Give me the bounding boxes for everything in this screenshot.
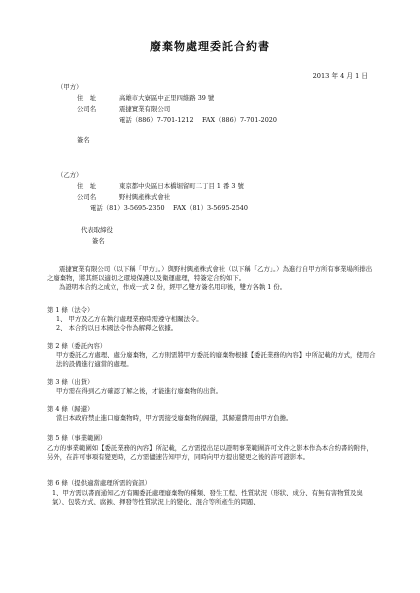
article-1-heading: 第 1 條（法令） (47, 306, 94, 314)
party-b-rep-label: 代表取締役 (81, 226, 113, 234)
document-title: 廢棄物處理委託合約書 (150, 40, 270, 53)
party-a-sign-label: 簽名 (77, 136, 90, 144)
party-a-heading: （甲方） (57, 83, 83, 91)
party-b-sign-label: 簽名 (92, 237, 105, 245)
party-a-company: 震捷實業有限公司 (119, 105, 171, 113)
article-1-line-2: 2、 本合約以日本國法令作為解釋之依據。 (56, 324, 178, 332)
article-6-line-1: 1、甲方需以書面通知乙方有關委託處理廢棄物的種類、發生工程、性質狀況（形狀、成分、有無有害物質及臭氣）、包裝方式、腐蝕、揮發等性質狀況上的變化、混合等所產生的問題、 (52, 489, 363, 506)
party-a-phone: 電話（886）7-701-1212 FAX（886）7-701-2020 (119, 116, 277, 124)
article-6-heading: 第 6 條（提供適當處理所需的資訊） (47, 479, 151, 487)
intro-paragraph: 震捷實業有限公司（以下稱「甲方」。）與野村興產株式會社（以下稱「乙方」。）為進行自甲方所有事業場所排出之廢棄物，將其經以適切之環境保護以及衛運處理，特簽定合約如下。 (47, 265, 373, 282)
party-b-address-row (77, 182, 244, 191)
party-b-company-row (77, 193, 170, 202)
article-4-text: 當日本政府禁止進口廢棄物時，甲方需接受廢棄物的歸還，其歸還費用由甲方負擔。 (56, 414, 293, 422)
party-b-address: 東京都中央區日本橋堀留町二丁目 1 番 3 號 (119, 182, 244, 190)
party-a-company-row (77, 105, 170, 114)
intro-paragraph-2: 為證明本合約之成立，作成一式 2 份，經甲乙雙方簽名用印後，雙方各執 1 份。 (59, 283, 287, 291)
party-a-address-row (77, 94, 214, 103)
contract-date: 2013 年 4 月 1 日 (312, 72, 368, 80)
article-2-text: 甲方委託乙方處理、處分廢棄物，乙方則需將甲方委託的廢棄物根據【委託業務的內容】中所記載的方式，使用合法的設備進行適當的處理。 (56, 351, 376, 368)
party-a-address: 高雄市大寮區中正里四維路 39 號 (119, 94, 215, 102)
party-b-phone: 電話（81）3-5695-2350 FAX（81）3-5695-2540 (90, 204, 248, 212)
party-a-company-label: 公司名 (77, 105, 97, 113)
party-b-heading: （乙方） (57, 171, 83, 179)
article-5-heading: 第 5 條（事業範圍） (47, 434, 107, 442)
article-3-heading: 第 3 條（出貨） (47, 378, 94, 386)
article-4-heading: 第 4 條（歸還） (47, 405, 94, 413)
article-1-line-1: 1、 甲方及乙方在執行處理業務時需遵守相關法令。 (56, 315, 203, 323)
party-b-company-label: 公司名 (77, 193, 97, 201)
article-2-heading: 第 2 條（委託內容） (47, 342, 107, 350)
party-b-company: 野村興產株式會社 (119, 193, 171, 201)
party-b-address-label: 住 址 (77, 182, 97, 190)
article-3-text: 甲方需在得到乙方確認了解之後，才能進行廢棄物的出貨。 (56, 387, 223, 395)
party-a-address-label: 住 址 (77, 94, 97, 102)
article-5-text: 乙方的事業範圍如【委託業務的內容】所記載，乙方需提出足以證明事業範圍許可文件之影本作為本合約書的附件，另外，在許可事項有變更時，乙方需儘速告知甲方，同時向甲方提出變更之後的許可證影本。 (47, 444, 373, 461)
